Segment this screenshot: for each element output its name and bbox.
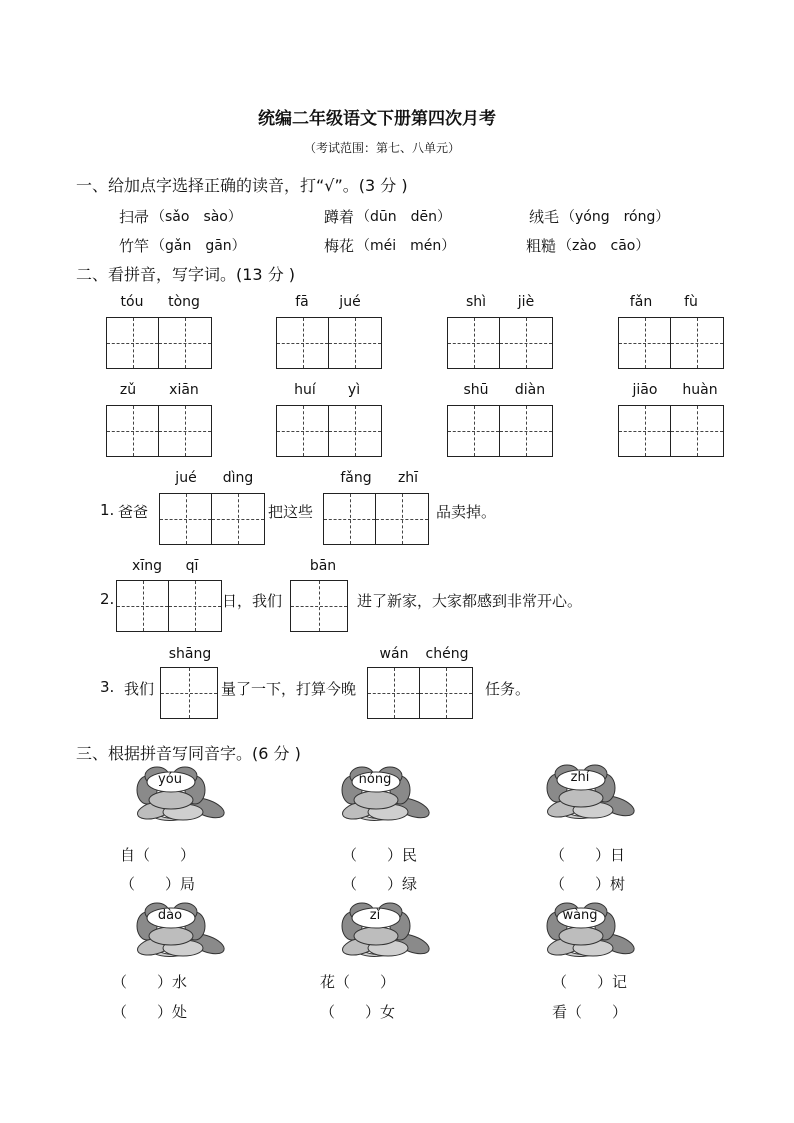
section2-heading: 二、看拼音，写字词。(13 分 ): [76, 265, 296, 284]
homophone-line[interactable]: （ ）日: [550, 846, 626, 864]
writing-grid[interactable]: [106, 317, 212, 369]
homophone-line[interactable]: （ ）记: [552, 973, 628, 991]
flower-pinyin: nóng: [358, 772, 392, 787]
section3-heading: 三、根据拼音写同音字。(6 分 ): [76, 744, 301, 763]
word-pinyin: shì: [465, 294, 487, 310]
writing-grid[interactable]: [447, 317, 553, 369]
flower-icon: [545, 902, 637, 962]
word-pinyin: tóu: [120, 294, 144, 310]
sentence-pinyin: shāng: [168, 646, 212, 662]
word-pinyin: jiāo: [632, 382, 658, 398]
flower-icon: [340, 766, 432, 826]
word-pinyin: huí: [294, 382, 316, 398]
section1-heading: 一、给加点字选择正确的读音，打“√”。(3 分 ): [76, 176, 408, 195]
sentence-text: 日，我们: [222, 592, 283, 610]
homophone-line[interactable]: （ ）绿: [342, 875, 418, 893]
word-pinyin: shū: [463, 382, 489, 398]
flower-pinyin: wàng: [562, 908, 598, 923]
s1-item-options[interactable]: （sǎo sào）: [151, 209, 242, 225]
writing-grid[interactable]: [447, 405, 553, 457]
sentence-text: 量了一下，打算今晚: [221, 680, 357, 698]
word-pinyin: diàn: [514, 382, 546, 398]
sentence-number: 3.: [100, 678, 115, 696]
homophone-line[interactable]: 看（ ）: [552, 1003, 628, 1021]
writing-grid[interactable]: [367, 667, 473, 719]
sentence-pinyin: jué: [175, 470, 197, 486]
sentence-pinyin: bān: [309, 558, 337, 574]
writing-grid[interactable]: [160, 667, 218, 719]
page-subtitle: （考试范围：第七、八单元）: [304, 141, 461, 155]
word-pinyin: xiān: [169, 382, 199, 398]
writing-grid[interactable]: [106, 405, 212, 457]
word-pinyin: zǔ: [119, 382, 137, 398]
sentence-text: 任务。: [485, 680, 531, 698]
writing-grid[interactable]: [290, 580, 348, 632]
s1-item-word: 竹竿: [119, 237, 150, 255]
homophone-line[interactable]: （ ）局: [120, 875, 196, 893]
writing-grid[interactable]: [276, 405, 382, 457]
sentence-number: 1.: [100, 501, 115, 519]
word-pinyin: fǎn: [629, 294, 653, 310]
flower-icon: [545, 764, 637, 824]
sentence-text: 进了新家，大家都感到非常开心。: [357, 592, 583, 610]
word-pinyin: huàn: [682, 382, 718, 398]
homophone-line[interactable]: （ ）民: [342, 846, 418, 864]
sentence-text: 品卖掉。: [436, 503, 497, 521]
writing-grid[interactable]: [276, 317, 382, 369]
word-pinyin: fā: [295, 294, 309, 310]
homophone-line[interactable]: （ ）树: [550, 875, 626, 893]
page-title: 统编二年级语文下册第四次月考: [258, 109, 496, 129]
writing-grid[interactable]: [116, 580, 222, 632]
s1-item-options[interactable]: （yóng róng）: [561, 209, 670, 225]
s1-item-options[interactable]: （dūn dēn）: [356, 209, 452, 225]
writing-grid[interactable]: [618, 405, 724, 457]
homophone-line[interactable]: （ ）女: [320, 1003, 396, 1021]
s1-item-options[interactable]: （méi mén）: [356, 238, 456, 254]
flower-icon: [135, 766, 227, 826]
flower-pinyin: yóu: [158, 772, 182, 787]
homophone-line[interactable]: 花（ ）: [320, 973, 396, 991]
sentence-number: 2.: [100, 590, 115, 608]
sentence-text: 把这些: [268, 503, 314, 521]
sentence-text: 我们: [124, 680, 155, 698]
word-pinyin: yì: [347, 382, 361, 398]
word-pinyin: jué: [339, 294, 361, 310]
s1-item-word: 蹲着: [324, 208, 355, 226]
flower-icon: [135, 902, 227, 962]
flower-pinyin: dào: [157, 908, 183, 923]
writing-grid[interactable]: [159, 493, 265, 545]
sentence-pinyin: zhī: [397, 470, 419, 486]
homophone-line[interactable]: 自（ ）: [120, 846, 196, 864]
sentence-pinyin: xīng: [132, 558, 162, 574]
s1-item-options[interactable]: （zào cāo）: [558, 238, 650, 254]
sentence-text: 爸爸: [118, 503, 149, 521]
s1-item-word: 扫帚: [119, 208, 150, 226]
s1-item-word: 绒毛: [529, 208, 560, 226]
sentence-pinyin: chéng: [425, 646, 469, 662]
writing-grid[interactable]: [323, 493, 429, 545]
flower-pinyin: zǐ: [369, 908, 381, 923]
sentence-pinyin: qī: [185, 558, 199, 574]
homophone-line[interactable]: （ ）水: [112, 973, 188, 991]
homophone-line[interactable]: （ ）处: [112, 1003, 188, 1021]
word-pinyin: jiè: [517, 294, 535, 310]
sentence-pinyin: fǎng: [340, 470, 372, 486]
s1-item-word: 梅花: [324, 237, 355, 255]
writing-grid[interactable]: [618, 317, 724, 369]
s1-item-options[interactable]: （gǎn gān）: [151, 238, 246, 254]
s1-item-word: 粗糙: [526, 237, 557, 255]
word-pinyin: tòng: [168, 294, 200, 310]
word-pinyin: fù: [684, 294, 698, 310]
flower-icon: [340, 902, 432, 962]
sentence-pinyin: wán: [379, 646, 409, 662]
flower-pinyin: zhí: [570, 770, 590, 785]
sentence-pinyin: dìng: [222, 470, 254, 486]
